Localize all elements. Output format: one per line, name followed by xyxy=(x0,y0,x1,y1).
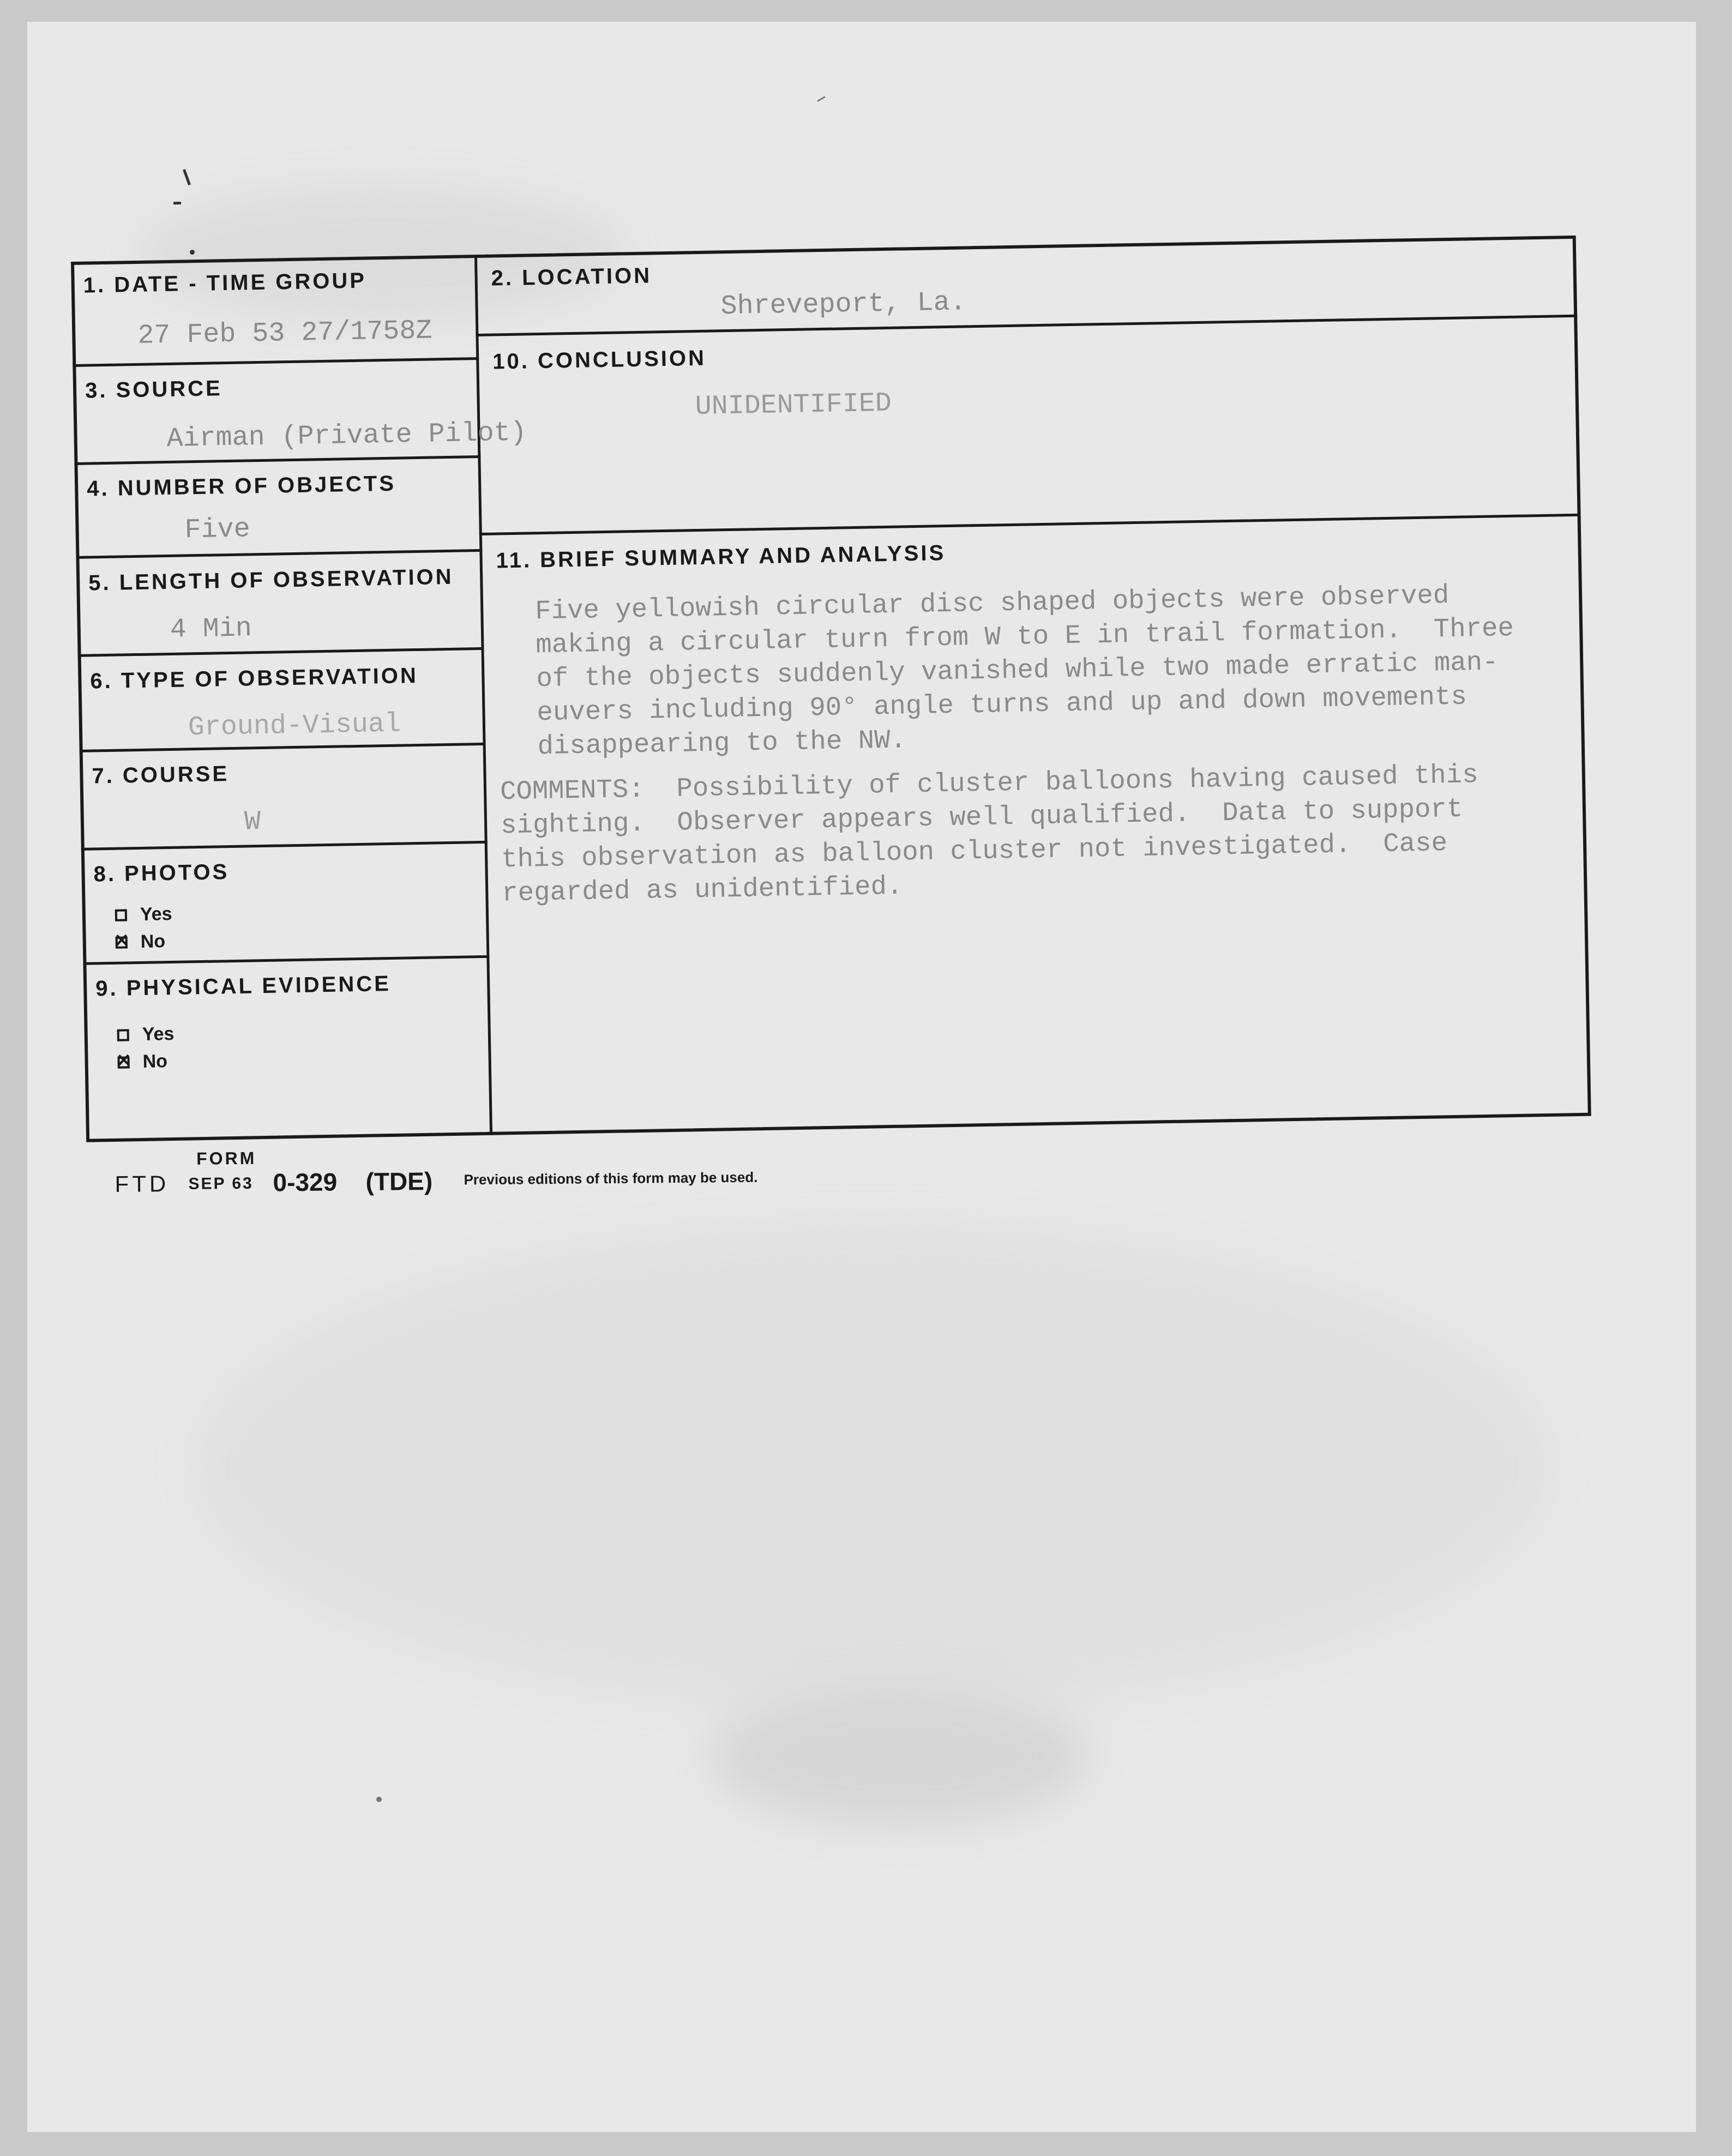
course-label: 7. COURSE xyxy=(92,762,230,788)
form-number: 0-329 xyxy=(273,1167,338,1197)
summary-text: Five yellowish circular disc shaped objects were observed making a circular turn from W to E in trail formation. Three of the objects suddenly vanished while two made erratic man- euvers including 90° angle turns and up and down movements disappearing to the NW. xyxy=(534,580,1514,762)
date-time-group-value: 27 Feb 53 27/1758Z xyxy=(137,315,432,352)
source-value: Airman (Private Pilot) xyxy=(166,417,527,455)
scan-mark xyxy=(183,169,191,185)
bleed-through-block xyxy=(709,1685,1091,1827)
physical-evidence-label: 9. PHYSICAL EVIDENCE xyxy=(95,971,392,1001)
evidence-yes-text: Yes xyxy=(142,1023,175,1045)
scan-mark xyxy=(817,96,825,102)
number-of-objects-value: Five xyxy=(184,514,251,546)
number-of-objects-label: 4. NUMBER OF OBJECTS xyxy=(86,471,396,501)
scan-mark xyxy=(173,202,181,204)
scan-mark xyxy=(190,250,195,255)
evidence-no-checkbox xyxy=(117,1056,129,1068)
evidence-no-text: No xyxy=(142,1051,168,1072)
summary-label: 11. BRIEF SUMMARY AND ANALYSIS xyxy=(496,541,946,573)
form-word: FORM xyxy=(196,1148,257,1169)
conclusion-value: UNIDENTIFIED xyxy=(695,388,892,423)
location-label: 2. LOCATION xyxy=(491,263,652,291)
conclusion-label: 10. CONCLUSION xyxy=(492,346,707,374)
evidence-yes-option xyxy=(117,1023,174,1046)
scan-mark xyxy=(376,1797,382,1802)
form-ftd: FTD xyxy=(115,1171,170,1197)
project-record-card xyxy=(71,236,1591,1142)
length-of-observation-label: 5. LENGTH OF OBSERVATION xyxy=(88,564,454,595)
photos-yes-option xyxy=(115,904,172,926)
photos-yes-text: Yes xyxy=(140,903,172,925)
course-value: W xyxy=(244,806,261,838)
type-of-observation-value: Ground-Visual xyxy=(188,708,401,744)
photos-yes-checkbox xyxy=(115,909,127,921)
photos-no-text: No xyxy=(140,931,166,952)
bleed-through-area xyxy=(191,1221,1554,1712)
photos-label: 8. PHOTOS xyxy=(93,860,230,887)
date-time-group-label: 1. DATE - TIME GROUP xyxy=(83,268,367,298)
length-of-observation-value: 4 Min xyxy=(170,613,252,646)
evidence-no-option xyxy=(117,1051,167,1073)
photos-no-option xyxy=(115,931,165,953)
photos-no-checkbox xyxy=(116,936,128,948)
form-office: (TDE) xyxy=(365,1166,433,1196)
previous-editions-note: Previous editions of this form may be used. xyxy=(464,1169,758,1188)
form-date: SEP 63 xyxy=(188,1174,254,1193)
source-label: 3. SOURCE xyxy=(85,376,223,403)
location-value: Shreveport, La. xyxy=(720,287,967,323)
comments-text: COMMENTS: Possibility of cluster balloons having caused this sighting. Observer appears well qualified. Data to support this observation as balloon cluster not investigated. Case regarded as unidentified. xyxy=(500,760,1479,909)
evidence-yes-checkbox xyxy=(117,1029,129,1041)
type-of-observation-label: 6. TYPE OF OBSERVATION xyxy=(90,664,419,694)
